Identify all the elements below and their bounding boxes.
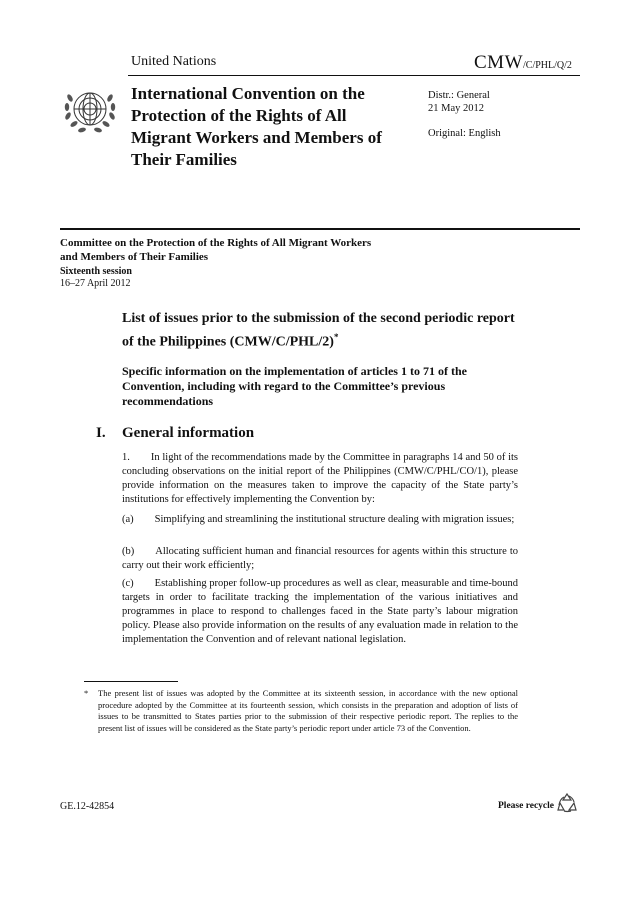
recycle-icon: [556, 791, 578, 813]
session-dates: 16–27 April 2012: [60, 278, 131, 289]
un-emblem-icon: [62, 82, 118, 138]
convention-title: International Convention on the Protection of the Rights of All Migrant Workers and Members of Their Families: [131, 84, 382, 169]
document-number: GE.12-42854: [60, 801, 115, 812]
section-title: General information: [122, 425, 255, 441]
heading-rule: [60, 228, 580, 230]
footnote-rule: [84, 681, 178, 682]
document-title-text: List of issues prior to the submission of the second periodic report of the Philippines (CMW/C/PHL/2): [122, 311, 515, 350]
footnote-mark: *: [84, 688, 89, 698]
distribution-date: 21 May 2012: [428, 103, 484, 114]
distribution-status: Distr.: General: [428, 90, 490, 101]
document-title: [122, 310, 522, 352]
session-name: Sixteenth session: [60, 266, 132, 277]
session-info: [60, 266, 132, 290]
document-subtitle: Specific information on the implementation of articles 1 to 71 of the Convention, including with regard to the Committee’s previous recommendations: [122, 364, 467, 408]
symbol-main: CMW: [474, 52, 523, 73]
distribution-block: [428, 89, 501, 140]
section-number: I.: [96, 425, 106, 441]
original-language: Original: English: [428, 128, 501, 139]
header-rule: [128, 75, 580, 76]
document-symbol: [474, 52, 572, 74]
title-footnote-mark: *: [333, 332, 339, 342]
recycle-label: Please recycle: [498, 801, 554, 811]
organization-name: United Nations: [131, 54, 217, 69]
symbol-suffix: /C/PHL/Q/2: [523, 60, 572, 71]
paragraph-1b: (b) Allocating sufficient human and financial resources for agents within this structure to carry out their work efficiently;: [122, 546, 518, 571]
footnote: [84, 688, 518, 734]
paragraph-1: 1. In light of the recommendations made by the Committee in paragraphs 14 and 50 of its concluding observations on the initial report of the Philippines (CMW/C/PHL/CO/1), please provide information on the measures taken to improve the capacity of the State party’s institutions for effectively implementing the Convention by:: [122, 452, 518, 505]
paragraph-1c: (c) Establishing proper follow-up procedures as well as clear, measurable and time-bound targets in order to facilitate tracking the implementation of the various initiatives and programmes in place to respond to challenges faced in the State party’s labour migration policy. Please also provide information on the results of any evaluation made in relation to the implementation the Convention and of relevant national legislation.: [122, 578, 518, 645]
committee-name: Committee on the Protection of the Rights of All Migrant Workers and Members of Their Families: [60, 237, 372, 263]
footnote-text: The present list of issues was adopted by the Committee at its sixteenth session, in accordance with the new optional procedure adopted by the Committee at its fourteenth session, which consists in the preparation and adoption of lists of issues to be transmitted to States parties prior to the submission of their respective periodic report. The replies to the present list of issues will be considered as the State party’s periodic report under article 73 of the Convention.: [98, 688, 518, 733]
paragraph-1a: (a) Simplifying and streamlining the institutional structure dealing with migration issues;: [122, 514, 515, 525]
